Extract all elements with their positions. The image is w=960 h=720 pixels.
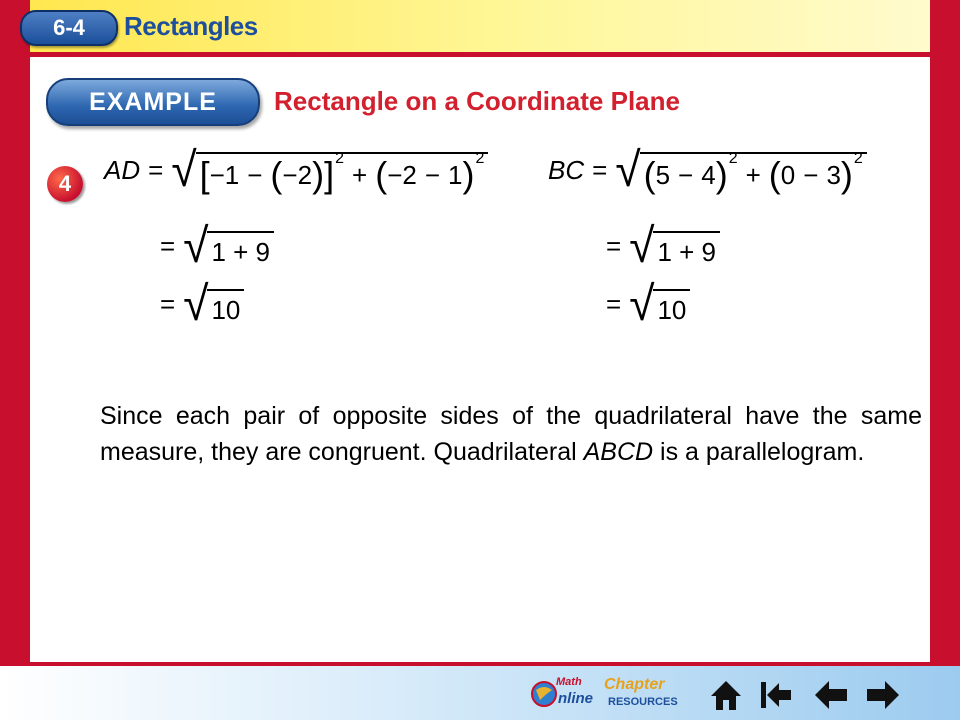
ad-radicand: [196, 150, 489, 195]
lesson-title: Rectangles: [124, 11, 258, 41]
radical-sign-icon: √: [629, 275, 655, 331]
bc-equals: =: [592, 155, 608, 185]
left-frame: [0, 0, 30, 720]
ad-left-paren-1: (: [270, 154, 283, 195]
radical-sign-icon: √: [183, 275, 209, 331]
bc-step-2: [598, 217, 720, 273]
right-frame: [930, 0, 960, 720]
ad-exponent-2: 2: [475, 150, 485, 167]
ad-step-2: [152, 217, 274, 273]
ad-step-2-radical: [183, 217, 274, 273]
navigation-bar-divider: [0, 662, 960, 666]
ad-step-2-radicand: 1 + 9: [207, 231, 274, 268]
ad-radical: [171, 141, 488, 197]
ad-term-3: −2: [387, 159, 417, 190]
bc-step-2-radicand: 1 + 9: [653, 231, 720, 268]
math-online-link[interactable]: [530, 674, 594, 714]
bc-radicand: [640, 150, 867, 195]
first-slide-icon[interactable]: [757, 676, 795, 714]
ad-term-2: −2: [282, 159, 313, 190]
bc-step-3-radical: [629, 275, 690, 331]
bc-step-3-radicand: 10: [653, 289, 690, 326]
bc-term-3: 0: [780, 159, 796, 190]
ad-step-3-radical: [183, 275, 244, 331]
ad-equals: =: [148, 155, 164, 185]
ad-left-paren-2: (: [375, 154, 388, 195]
bc-left-paren-1: (: [643, 154, 656, 195]
next-slide-icon[interactable]: [864, 676, 902, 714]
bc-exponent-2: 2: [853, 150, 863, 167]
bc-minus-1: −: [678, 159, 694, 190]
ad-equation: [104, 141, 488, 197]
bc-label: BC: [548, 155, 585, 185]
ad-minus-1: −: [247, 159, 263, 190]
bc-radical: [615, 141, 867, 197]
chapter-resources-logo-resources: RESOURCES: [608, 696, 678, 708]
ad-left-bracket: [: [199, 154, 210, 195]
bc-term-4: 3: [826, 159, 841, 190]
bc-plus: +: [745, 159, 761, 190]
ad-plus: +: [352, 159, 368, 190]
ad-right-bracket: ]: [324, 154, 335, 195]
conclusion-part-1: Since each pair of opposite sides of the quadrilateral have the same measure, they are congruent. Quadrilateral: [100, 402, 922, 466]
math-online-logo-math: Math: [556, 676, 582, 688]
ad-step-3-radicand: 10: [207, 289, 244, 326]
radical-sign-icon: √: [629, 217, 655, 273]
bc-minus-2: −: [803, 159, 819, 190]
conclusion-text: [100, 398, 922, 470]
example-title: Rectangle on a Coordinate Plane: [274, 86, 680, 116]
ad-right-paren-1: ): [312, 154, 325, 195]
globe-icon: [530, 680, 558, 708]
bc-step-2-radical: [629, 217, 720, 273]
ad-label: AD: [104, 155, 141, 185]
chapter-resources-logo-chapter: Chapter: [604, 676, 665, 693]
home-icon[interactable]: [707, 676, 745, 714]
radical-sign-icon: √: [615, 141, 641, 197]
bc-left-paren-2: (: [768, 154, 781, 195]
chapter-resources-link[interactable]: [604, 676, 694, 714]
ad-step-2-equals: =: [160, 231, 176, 261]
bc-exponent-1: 2: [728, 150, 738, 167]
conclusion-quadrilateral-name: ABCD: [583, 438, 654, 466]
ad-exponent-1: 2: [335, 150, 344, 167]
bc-step-3-equals: =: [606, 289, 622, 319]
previous-slide-icon[interactable]: [812, 676, 850, 714]
math-online-logo-online: nline: [558, 690, 594, 707]
bc-equation: [548, 141, 867, 197]
ad-minus-2: −: [424, 159, 441, 190]
radical-sign-icon: √: [183, 217, 209, 273]
lesson-number-badge: 6-4: [20, 10, 118, 46]
example-label: EXAMPLE: [46, 78, 260, 126]
bc-term-2: 4: [701, 159, 716, 190]
bc-right-paren-2: ): [840, 154, 853, 195]
ad-term-1: −1: [209, 159, 240, 190]
radical-sign-icon: √: [171, 141, 197, 197]
example-number-badge: 4: [47, 166, 83, 202]
bc-right-paren-1: ): [715, 154, 728, 195]
ad-term-4: 1: [448, 159, 463, 190]
bc-step-3: [598, 275, 690, 331]
ad-step-3-equals: =: [160, 289, 176, 319]
conclusion-part-2: is a parallelogram.: [660, 438, 865, 466]
bc-term-1: 5: [655, 159, 671, 190]
ad-right-paren-2: ): [462, 154, 475, 195]
ad-step-3: [152, 275, 244, 331]
bc-step-2-equals: =: [606, 231, 622, 261]
